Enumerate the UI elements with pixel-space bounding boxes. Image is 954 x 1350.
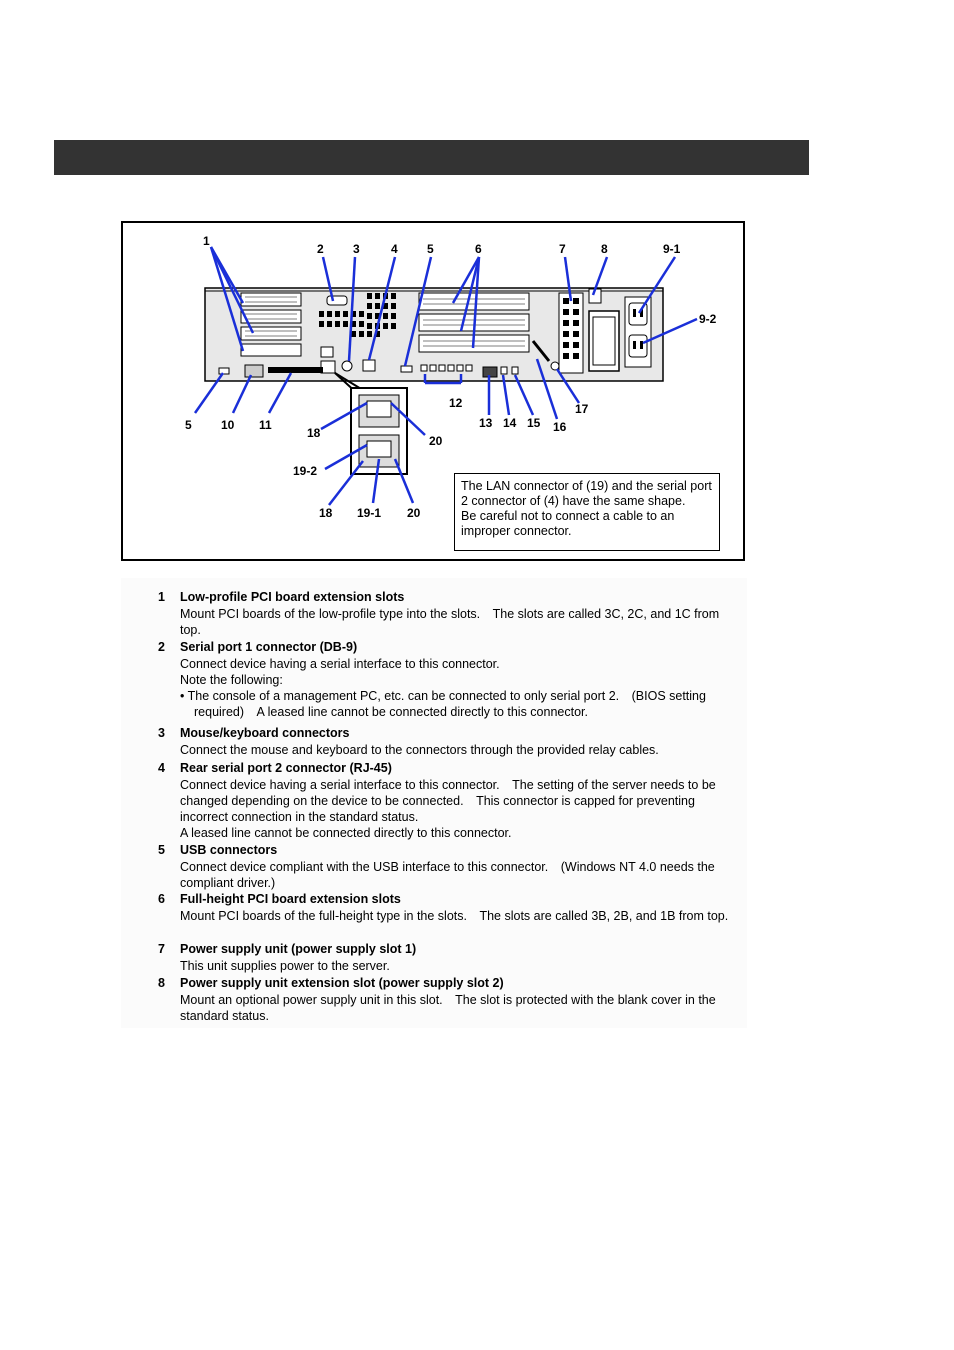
component-legend xyxy=(121,578,747,1028)
callout-5: 5 xyxy=(427,242,434,256)
legend-number: 4 xyxy=(158,761,165,775)
serial-port-1-db9 xyxy=(327,296,347,305)
lan-port-bottom xyxy=(321,361,335,373)
legend-description: Note the following: xyxy=(180,673,283,687)
callout-11: 11 xyxy=(259,418,272,432)
legend-bullet xyxy=(180,688,740,720)
callout-20b: 20 xyxy=(407,506,421,520)
callout-10: 10 xyxy=(221,418,235,432)
legend-number: 6 xyxy=(158,892,165,906)
lan-port-top xyxy=(321,347,333,357)
legend-title: Mouse/keyboard connectors xyxy=(180,726,350,740)
legend-title: Power supply unit (power supply slot 1) xyxy=(180,942,417,956)
callout-9-2: 9-2 xyxy=(699,312,717,326)
callout-9-1: 9-1 xyxy=(663,242,681,256)
callout-17: 17 xyxy=(575,402,589,416)
callout-12: 12 xyxy=(449,396,463,410)
callout-5b: 5 xyxy=(185,418,192,432)
legend-title: USB connectors xyxy=(180,843,278,857)
connector-10 xyxy=(245,365,263,377)
callout-16: 16 xyxy=(553,420,567,434)
legend-description: Connect device compliant with the USB interface to this connector. (Windows NT 4.0 needs the compliant driver.) xyxy=(180,860,715,890)
callout-18a: 18 xyxy=(307,426,321,440)
legend-title: Rear serial port 2 connector (RJ-45) xyxy=(180,761,392,775)
legend-number: 7 xyxy=(158,942,165,956)
callout-19-2: 19-2 xyxy=(293,464,318,478)
callout-19-1: 19-1 xyxy=(357,506,382,520)
usb-connector-left xyxy=(219,368,229,374)
mouse-keyboard-connector xyxy=(342,361,352,371)
caution-note: The LAN connector of (19) and the serial port 2 connector of (4) have the same shape. Be careful not to connect a cable to an improper connector. xyxy=(454,473,720,551)
legend-description: Connect the mouse and keyboard to the connectors through the provided relay cables. xyxy=(180,743,659,757)
callout-4: 4 xyxy=(391,242,398,256)
rear-view-figure xyxy=(121,221,745,561)
legend-title: Full-height PCI board extension slots xyxy=(180,892,401,906)
callout-1: 1 xyxy=(203,234,210,248)
callout-13: 13 xyxy=(479,416,493,430)
connector-11 xyxy=(268,367,323,373)
legend-title: Low-profile PCI board extension slots xyxy=(180,590,405,604)
usb-connector-rear xyxy=(401,366,412,372)
legend-number: 1 xyxy=(158,590,165,604)
callout-3: 3 xyxy=(353,242,360,256)
callout-7: 7 xyxy=(559,242,566,256)
connector-14 xyxy=(501,367,507,374)
connector-15 xyxy=(512,367,518,374)
callout-8: 8 xyxy=(601,242,608,256)
callout-20a: 20 xyxy=(429,434,443,448)
legend-description: Mount PCI boards of the full-height type in the slots. The slots are called 3B, 2B, and 1B from top. xyxy=(180,909,729,923)
serial-port-2-rj45 xyxy=(363,360,375,371)
legend-description: This unit supplies power to the server. xyxy=(180,959,390,973)
legend-description: Mount an optional power supply unit in this slot. The slot is protected with the blank cover in the standard status. xyxy=(180,993,716,1023)
callout-18b: 18 xyxy=(319,506,333,520)
legend-title: Serial port 1 connector (DB-9) xyxy=(180,640,358,654)
legend-number: 2 xyxy=(158,640,165,654)
legend-description: Connect device having a serial interface to this connector. The setting of the server needs to be changed depending on the device to be connected. This connector is capped for preventing incorrect connection in the standard status. xyxy=(180,778,716,824)
legend-bullet-text: • The console of a management PC, etc. can be connected to only serial port 2. (BIOS setting required) A leased line cannot be connected directly to this connector. xyxy=(180,689,706,719)
callout-15: 15 xyxy=(527,416,541,430)
ac-inlets xyxy=(625,297,651,367)
legend-number: 5 xyxy=(158,843,165,857)
legend-description: A leased line cannot be connected directly to this connector. xyxy=(180,826,512,840)
legend-description: Connect device having a serial interface to this connector. xyxy=(180,657,500,671)
legend-description: Mount PCI boards of the low-profile type into the slots. The slots are called 3C, 2C, and 1C from top. xyxy=(180,607,720,637)
legend-title: Power supply unit extension slot (power supply slot 2) xyxy=(180,976,504,990)
section-header-bar xyxy=(54,140,809,175)
legend-number: 3 xyxy=(158,726,165,740)
callout-14: 14 xyxy=(503,416,517,430)
callout-2: 2 xyxy=(317,242,324,256)
legend-number: 8 xyxy=(158,976,165,990)
power-supply-unit xyxy=(559,293,583,373)
callout-6: 6 xyxy=(475,242,482,256)
